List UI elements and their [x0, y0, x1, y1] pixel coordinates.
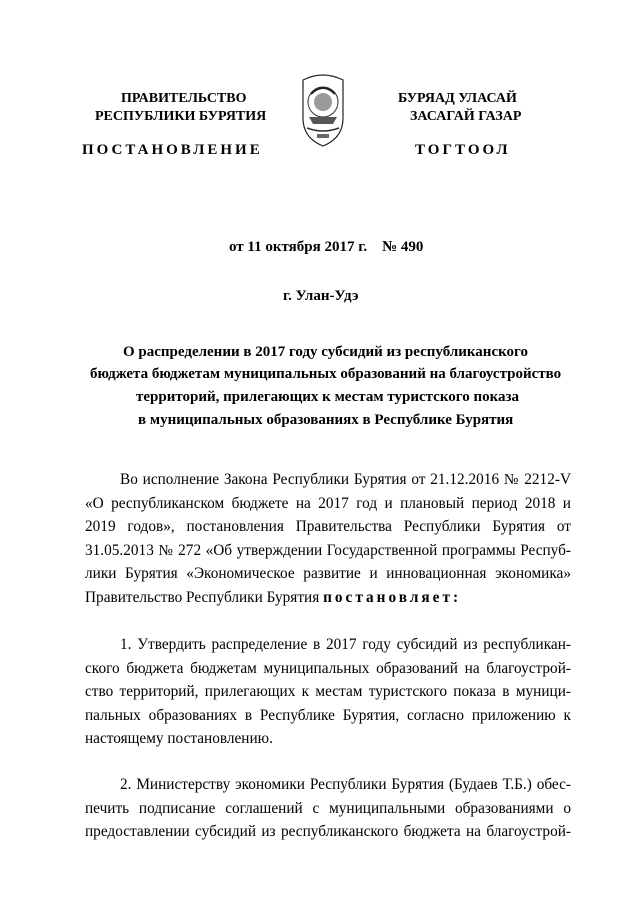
- preamble-line-5: лики Бурятия «Экономическое развитие и инновационная экономика»: [85, 565, 571, 582]
- preamble-line-1: Во исполнение Закона Республики Бурятия от 21.12.2016 № 2212-V: [120, 471, 571, 488]
- date-number: от 11 октября 2017 г. № 490: [229, 239, 424, 255]
- doc-title-line-3: территорий, прилегающих к местам туристского показа: [136, 389, 520, 405]
- header-left-line1: ПРАВИТЕЛЬСТВО: [121, 91, 247, 106]
- item1-line-4: пальных образованиях в Республике Бурятия, согласно приложению к: [85, 707, 571, 724]
- doc-title-line-2: бюджета бюджетам муниципальных образований на благоустройство: [90, 366, 562, 382]
- item1-line-2: ского бюджета бюджетам муниципальных образований на благоустрой-: [85, 660, 571, 677]
- item1-line-3: ство территорий, прилегающих к местам туристского показа в муници-: [85, 683, 571, 700]
- preamble-line-3: 2019 годов», постановления Правительства Республики Бурятия от: [85, 518, 571, 535]
- header-right-title: ТОГТООЛ: [415, 142, 511, 158]
- header-right-line2: ЗАСАГАЙ ГАЗАР: [410, 109, 522, 124]
- preamble-line-6-text: Правительство Республики Бурятия: [85, 589, 324, 606]
- item1-line-5: настоящему постановлению.: [85, 730, 273, 747]
- preamble-line-6: [85, 590, 461, 605]
- header-left-title: ПОСТАНОВЛЕНИЕ: [82, 142, 263, 158]
- header-left-line2: РЕСПУБЛИКИ БУРЯТИЯ: [95, 109, 267, 124]
- doc-title-line-4: в муниципальных образованиях в Республике Бурятия: [138, 412, 514, 428]
- preamble-line-4: 31.05.2013 № 272 «Об утверждении Государственной программы Респуб-: [85, 542, 571, 559]
- decree-word: постановляет:: [323, 589, 462, 606]
- item1-line-1: 1. Утвердить распределение в 2017 году субсидий из республикан-: [120, 636, 571, 653]
- preamble-line-2: «О республиканском бюджете на 2017 год и плановый период 2018 и: [85, 495, 571, 512]
- item2-line-1: 2. Министерству экономики Республики Бурятия (Будаев Т.Б.) обес-: [120, 776, 571, 793]
- doc-title-line-1: О распределении в 2017 году субсидий из республиканского: [123, 344, 528, 360]
- city: г. Улан-Удэ: [283, 288, 359, 304]
- coat-of-arms-emblem: [297, 72, 349, 148]
- item2-line-2: печить подписание соглашений с муниципальными образованиями о: [85, 800, 571, 817]
- item2-line-3: предоставлении субсидий из республиканского бюджета на благоустрой-: [85, 823, 571, 840]
- header-right-line1: БУРЯАД УЛАСАЙ: [398, 91, 517, 106]
